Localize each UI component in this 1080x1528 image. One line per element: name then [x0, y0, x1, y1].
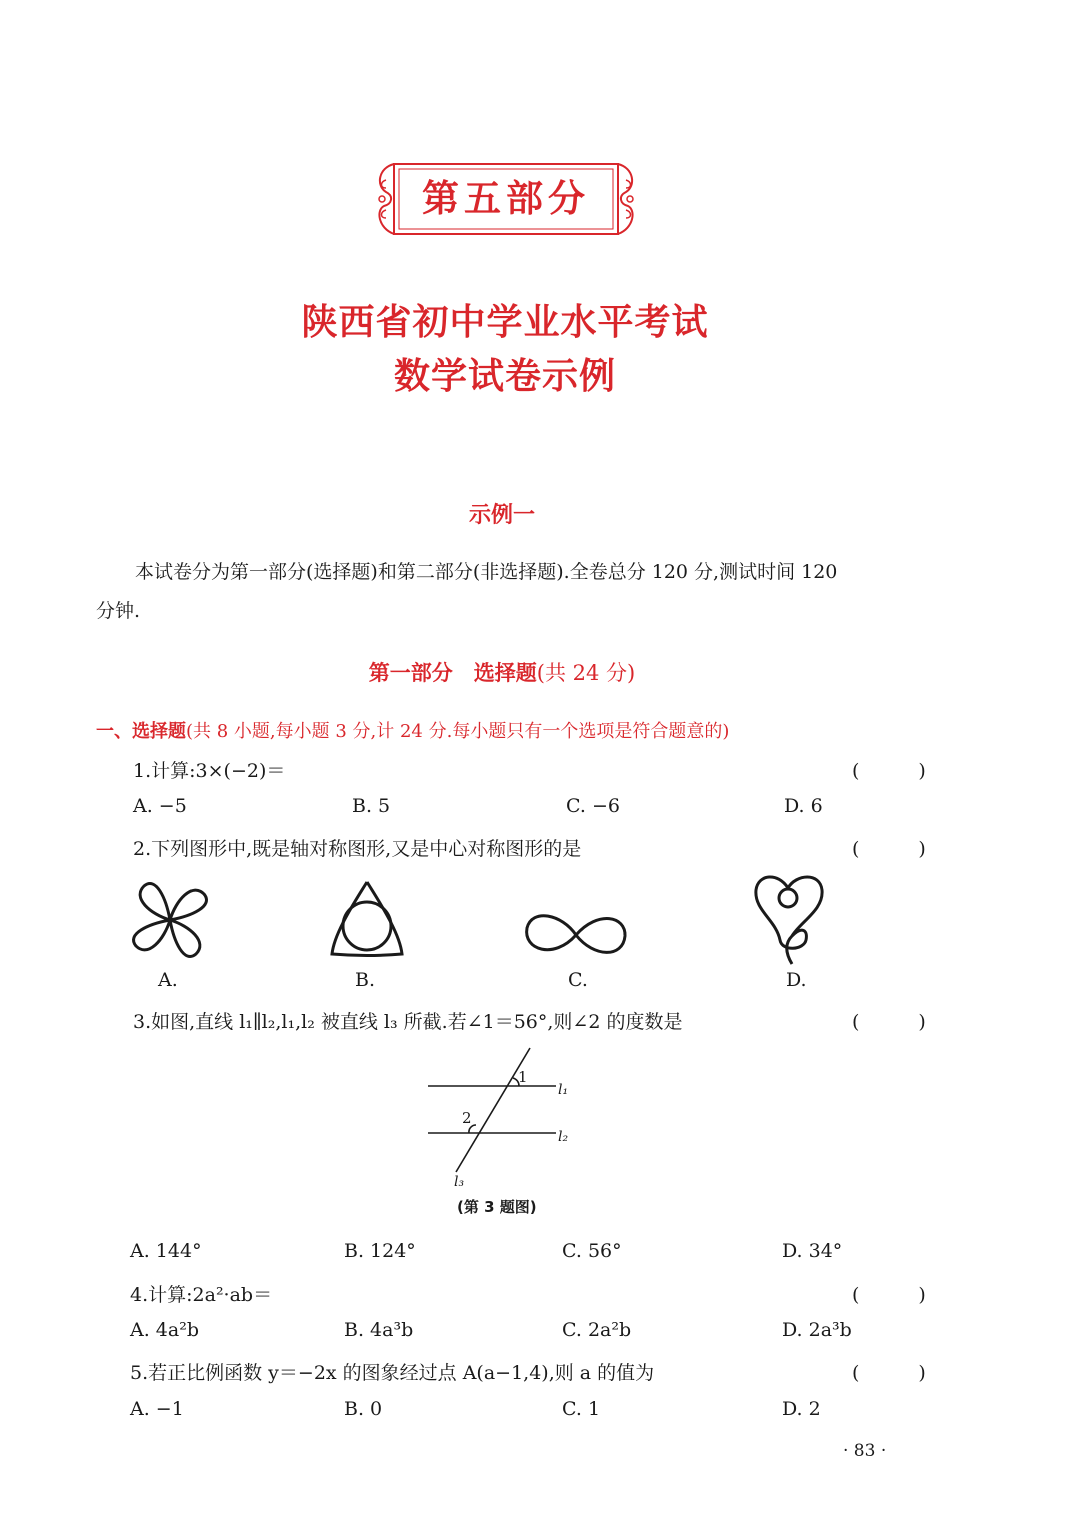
intro-line-1: 本试卷分为第一部分(选择题)和第二部分(非选择题).全卷总分 120 分,测试时间 120 — [135, 561, 838, 583]
question-2-option-b: B. — [355, 969, 376, 991]
question-4-option-d: D. 2a³b — [782, 1319, 852, 1341]
question-5-option-a: A. −1 — [130, 1398, 184, 1420]
looped-heart-figure — [748, 870, 828, 966]
parallel-lines-diagram — [420, 1042, 580, 1192]
question-3-option-b: B. 124° — [344, 1240, 416, 1262]
question-4-stem: 4.计算:2a²·ab＝ — [130, 1284, 273, 1306]
question-3-option-a: A. 144° — [130, 1240, 202, 1262]
angle-2-label: 2 — [462, 1109, 472, 1127]
triquetra-figure — [326, 878, 408, 960]
line-l2-label: l₂ — [558, 1129, 569, 1145]
question-5-option-d: D. 2 — [782, 1398, 821, 1420]
section-heading-bold: 一、选择题 — [96, 721, 186, 742]
question-5-stem: 5.若正比例函数 y＝−2x 的图象经过点 A(a−1,4),则 a 的值为 — [130, 1362, 655, 1384]
question-2-stem: 2.下列图形中,既是轴对称图形,又是中心对称图形的是 — [133, 838, 582, 860]
question-2-option-a: A. — [158, 969, 178, 991]
question-2-option-c: C. — [568, 969, 588, 991]
part-one-heading — [0, 657, 1004, 687]
section-heading — [96, 717, 729, 743]
question-4-option-a: A. 4a²b — [130, 1319, 199, 1341]
question-1-option-b: B. 5 — [352, 795, 391, 817]
question-5-option-b: B. 0 — [344, 1398, 383, 1420]
page-number: · 83 · — [843, 1441, 887, 1461]
question-1-option-d: D. 6 — [784, 795, 823, 817]
intro-line-2: 分钟. — [96, 600, 141, 622]
question-5-option-c: C. 1 — [562, 1398, 601, 1420]
question-3-answer-blank: ( ) — [852, 1011, 946, 1033]
question-3-option-c: C. 56° — [562, 1240, 622, 1262]
question-1-option-c: C. −6 — [566, 795, 620, 817]
question-4-answer-blank: ( ) — [852, 1284, 946, 1306]
question-1-answer-blank: ( ) — [852, 760, 946, 782]
question-4-option-b: B. 4a³b — [344, 1319, 414, 1341]
four-petal-flower-figure — [128, 878, 212, 962]
figure-eight-figure — [522, 906, 630, 964]
example-label: 示例一 — [468, 503, 535, 528]
question-3-stem: 3.如图,直线 l₁∥l₂,l₁,l₂ 被直线 l₃ 所截.若∠1＝56°,则∠2 的度数是 — [133, 1011, 683, 1033]
exam-subtitle: 数学试卷示例 — [393, 355, 616, 397]
part-title: 第五部分 — [422, 177, 590, 220]
question-4-option-c: C. 2a²b — [562, 1319, 632, 1341]
section-heading-note: (共 8 小题,每小题 3 分,计 24 分.每小题只有一个选项是符合题意的) — [186, 721, 730, 742]
line-l3-label: l₃ — [454, 1174, 465, 1190]
question-2-option-d: D. — [786, 969, 807, 991]
part-one-heading-bold: 第一部分 选择题 — [368, 661, 537, 685]
question-5-answer-blank: ( ) — [852, 1362, 946, 1384]
part-one-heading-note: (共 24 分) — [536, 661, 636, 685]
angle-1-label: 1 — [518, 1068, 528, 1086]
question-1-option-a: A. −5 — [133, 795, 187, 817]
line-l1-label: l₁ — [558, 1082, 569, 1098]
question-1-stem: 1.计算:3×(−2)＝ — [133, 760, 286, 782]
exam-title: 陕西省初中学业水平考试 — [301, 301, 709, 343]
figure-3-caption: (第 3 题图) — [457, 1198, 537, 1216]
question-2-answer-blank: ( ) — [852, 838, 946, 860]
question-3-option-d: D. 34° — [782, 1240, 843, 1262]
